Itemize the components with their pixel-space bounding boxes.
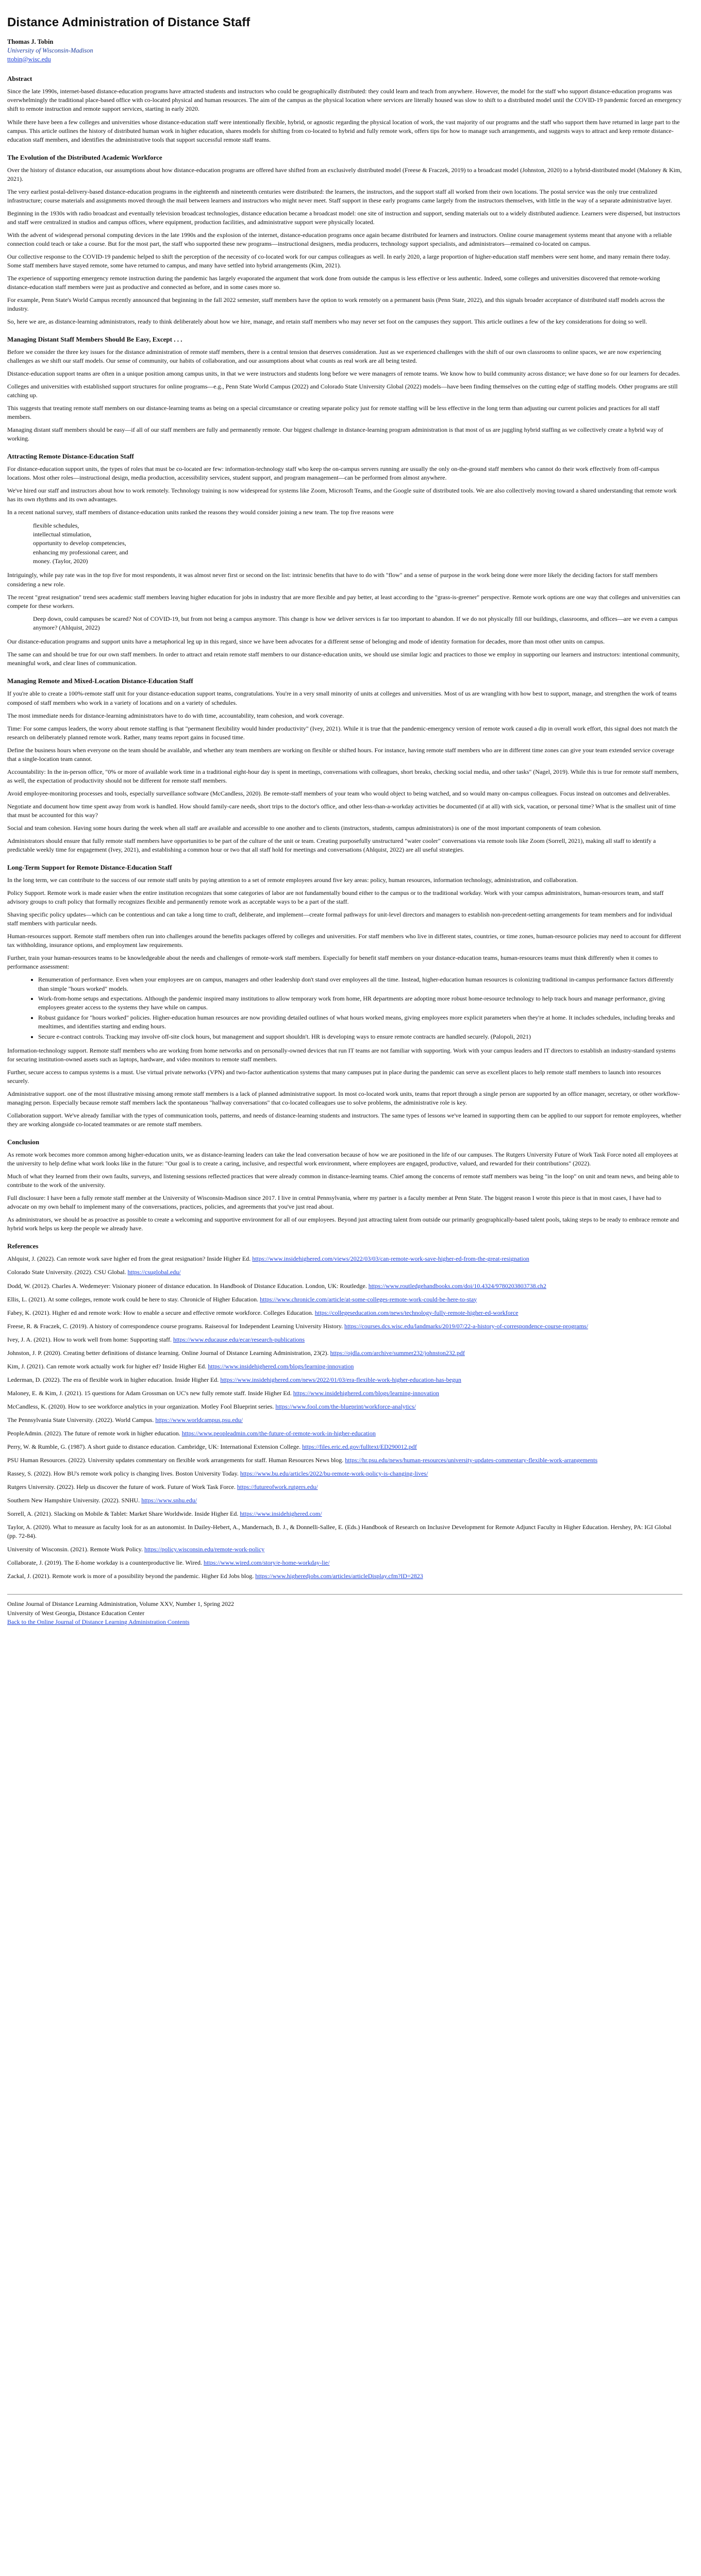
author-email-link[interactable]: ttobin@wisc.edu [7,55,51,63]
body-paragraph-collab: Collaboration support. We've already familiar with the types of communication tools, patterns, and needs of distance-learning students and instructors. The same types of lessons we've learned in supporting them can be applied to our support for remote employees, whether they are working alongside co-located teammates or are remote staff members. [7,1112,681,1128]
reference-item [7,1255,682,1263]
body-paragraph: As remote work becomes more common among higher-education units, we as distance-learning leaders can take the lead conversation because of how we are positioned in the life of our campuses. The Rutgers University Future of Work Task Force noted all employees at the university to help define what work looks like in the future: "Our goal is to create a caring, inclusive, and respectful work environment, where employees are engaged, productive, valued, and rewarded for their contributions" (2022). [7,1151,678,1167]
reference-text: PSU Human Resources. (2022). University updates commentary on flexible work arrangements for staff. Human Resources News blog. [7,1456,345,1464]
reference-text: Ahlquist, J. (2022). Can remote work save higher ed from the great resignation? Inside Higher Ed. [7,1255,253,1263]
body-paragraph: Managing distant staff members should be easy—if all of our staff members are fully and permanently remote. Our biggest challenge in distance-learning program administration is that most of us are juggling hybrid staffing as we collectively create a hybrid way of working. [7,426,663,443]
body-paragraph: So, here we are, as distance-learning administrators, ready to think deliberately about how we hire, manage, and retain staff members who may never set foot on the campuses they support. This article outlines a few of the key considerations for doing so well. [7,318,647,326]
reference-link[interactable]: https://www.educause.edu/ecar/research-publications [173,1335,305,1343]
body-paragraph: Define the business hours when everyone on the team should be available, and whether any team members are working on flexible or shifted hours. For instance, having remote staff members who are in different time zones can give your team extended service coverage that a single-location team cannot. [7,746,675,762]
body-paragraph: Much of what they learned from their own faults, surveys, and listening sessions reflected practices that were already common in distance-learning teams. Chief among the concerns of remote staff members was being "in the loop" on unit and team news, and being able to contribute to the work of the university. [7,1173,679,1189]
body-paragraph-time: Time: For some campus leaders, the worry about remote staffing is that "permanent flexibility would hinder productivity" (Ivey, 2021). While it is true that the pandemic-emergency version of remote work caused a dip in overall work effort, this signal does not match the research on deliberately planned remote work. Rather, many teams report gains in focused time. [7,724,678,741]
body-paragraph: Our collective response to the COVID-19 pandemic helped to shift the perception of the necessity of co-located work for our campus colleagues as well. In early 2020, a large proportion of higher-education staff members were sent home, and many remain there today. Some staff members have stayed remote, some have returned to campus, and many have settled into hybrid arrangements (Kim, 2021). [7,252,671,269]
page-title: Distance Administration of Distance Staff [7,15,251,29]
body-paragraph: Colleges and universities with established support structures for online programs—e.g., Penn State World Campus (2022) and Colorado State University Global (2022) models—have been finding themselves on the cutting edge of staffing models. Other programs are still catching up. [7,383,678,399]
reference-link[interactable]: https://www.insidehighered.com/ [240,1510,322,1518]
back-to-contents-link[interactable]: Back to the Online Journal of Distance Learning Administration Contents [7,1618,190,1626]
reference-item [7,1496,682,1505]
reference-item [7,1376,682,1384]
body-paragraph: Administrators should ensure that fully remote staff members have opportunities to be part of the culture of the unit or team. Creating purposefully unstructured "water cooler" conversations via remote tools like Zoom (Sorrell, 2021), making all staff to identify a predictable weekly time for engagement (Ivey, 2021), and establishing a common hour or two that all staff hold for meetings and conversations (Ahlquist, 2022) are all useful strategies. [7,837,656,853]
reference-link[interactable]: https://csuglobal.edu/ [127,1268,181,1276]
body-paragraph: The experience of supporting emergency remote instruction during the pandemic has largely evaporated the argument that work done from outside the campus is less effective or less authentic. Indeed, some colleges and universities discovered that remote-working distance-education staff members were just as productive and connected as before, and in some cases more so. [7,274,660,291]
journal-footer [7,1600,682,1626]
reference-item [7,1335,682,1344]
reference-item [7,1510,682,1518]
reference-item [7,1362,682,1371]
author-block [7,38,682,64]
reference-item [7,1545,682,1554]
author-name: Thomas J. Tobin [7,38,54,45]
reference-item [7,1429,682,1438]
body-paragraph: For example, Penn State's World Campus recently announced that beginning in the fall 2022 semester, staff members have the option to work remotely on a permanent basis (Penn State, 2022), and this signals broader acceptance of distributed staff models across the industry. [7,296,665,313]
list-item: flexible schedules, [33,521,79,529]
reference-item [7,1268,682,1277]
body-paragraph-policy: Policy Support. Remote work is made easier when the entire institution recognizes that some categories of labor are not fundamentally bound either to the campus or to the traditional workday. Work with your campus administrators, human-resources team, and staff advisory groups to craft policy that formally recognizes flexible and permanently remote work as acceptable ways to be a part of the staff. [7,889,664,905]
hr-bullet-list [38,975,682,1041]
body-paragraph: Shaving specific policy updates—which can be contentious and can take a long time to craft, deliberate, and implement—create formal pathways for unit-level directors and managers to establish non-precedent-setting arrangements for team members and for individual staff members with particular needs. [7,911,673,927]
reference-link[interactable]: https://www.chronicle.com/article/at-some-colleges-remote-work-could-be-here-to-stay [260,1295,477,1303]
reference-link[interactable]: https://courses.dcs.wisc.edu/landmarks/2019/07/22-a-history-of-correspondence-course-programs/ [344,1322,588,1330]
reference-item [7,1295,682,1304]
reference-text: Freese, R. & Fraczek, C. (2019). A history of correspondence course programs. Raiseoval for Independent Learning University History. [7,1322,345,1330]
reference-link[interactable]: https://www.fool.com/the-blueprint/workforce-analytics/ [275,1402,416,1410]
reference-link[interactable]: https://www.higheredjobs.com/articles/articleDisplay.cfm?ID=2823 [255,1572,423,1580]
reference-text: Sorrell, A. (2021). Slacking on Mobile & Tablet: Market Share Worldwide. Inside Higher Ed. [7,1510,240,1518]
reference-text: Maloney, E. & Kim, J. (2021). 15 questions for Adam Grossman on UC's new fully remote staff. Inside Higher Ed. [7,1389,293,1397]
body-paragraph: Intriguingly, while pay rate was in the top five for most respondents, it was almost never first or second on the list: intrinsic benefits that have to do with "flow" and a sense of purpose in the work being done were more likely the deciding factors for staff members considering a new role. [7,571,658,588]
reference-link[interactable]: https://www.peopleadmin.com/the-future-of-remote-work-in-higher-education [181,1429,376,1437]
body-paragraph: We've hired our staff and instructors about how to work remotely. Technology training is now widespread for systems like Zoom, Microsoft Teams, and the Google suite of distributed tools. We are also collectively moving toward a shared understanding that remote work has its own rhythms and its own advantages. [7,487,677,503]
list-item: • Work-from-home setups and expectations. Although the pandemic inspired many institutions to allow temporary work from home, HR departments are adopting more robust home-resource technology to help track hours and manage performance, giving employees greater access to the systems they have while on campus. [38,994,682,1012]
reference-text: Zackal, J. (2021). Remote work is more of a possibility beyond the pandemic. Higher Ed Jobs blog. [7,1572,256,1580]
body-paragraph: Negotiate and document how time spent away from work is handled. How should family-care needs, short trips to the doctor's office, and other less-than-a-workday activities be documented (if at all) with sick, vacation, or personal time? What is the smallest unit of time that must be accounted for this way? [7,802,676,819]
body-paragraph: Beginning in the 1930s with radio broadcast and eventually television broadcast technologies, distance education became a broadcast model: one site of instruction and support, sending materials out to a widely distributed audience. Learners were dispersed, but instructors and staff were centralized in studios and campus offices, where equipment, production facilities, and administrative support were physically located. [7,209,680,226]
reference-text: Dodd, W. (2012). Charles A. Wedemeyer: Visionary pioneer of distance education. In Handbook of Distance Education. London, UK: Routledge. [7,1282,369,1290]
reference-item [7,1282,682,1291]
body-paragraph: The same can and should be true for our own staff members. In order to attract and retain remote staff members to our distance-education units, we should use similar logic and practices to those we employ in supporting our learners and instructors: intentional community, meaningful work, and clear lines of communication. [7,651,680,667]
body-paragraph-hr: Human-resources support. Remote staff members often run into challenges around the benefits packages offered by colleges and universities. For staff members who live in different states, countries, or time zones, human-resource policies may need to account for different tax withholding, insurance options, and employment law requirements. [7,933,681,949]
list-item: • Secure e-contract controls. Tracking may involve off-site clock hours, but management and support shouldn't. HR is developing ways to ensure remote contracts are handled securely. (Palopoli, 2021) [38,1032,682,1041]
body-paragraph: This suggests that treating remote staff members on our distance-learning teams as being on a special circumstance or creating separate policy just for remote staffing will be less effective in the long term than adjusting our current policies and practices for all staff members. [7,404,660,421]
reference-link[interactable]: https://files.eric.ed.gov/fulltext/ED290012.pdf [302,1443,417,1450]
reference-text: Fabey, K. (2021). Higher ed and remote work: How to enable a secure and effective remote workforce. Colleges Education. [7,1309,315,1316]
body-paragraph-social: Social and team cohesion. Having some hours during the week when all staff are available and accessible to one another and to clients (instructors, students, campus administrators) is one of the most important components of team cohesion. [7,824,602,832]
reference-text: The Pennsylvania State University. (2022). World Campus. [7,1416,156,1423]
reference-item [7,1456,682,1465]
reference-item [7,1572,682,1581]
reference-link[interactable]: https://policy.wisconsin.edu/remote-work-policy [144,1546,265,1553]
reference-text: Colorado State University. (2022). CSU Global. [7,1268,128,1276]
body-paragraph: With the advent of widespread personal computing devices in the late 1990s and the explosion of the internet, distance-education programs once again became distributed for learners and instructors. Online course management systems meant that anyone with a reliable connection could teach or take a course. But for the most part, the staff who supported these new programs—instructional designers, media producers, technology support specialists, and administrators—remained co-located on campus. [7,231,672,247]
reference-text: McCandless, K. (2020). How to see workforce analytics in your organization. Motley Fool Blueprint series. [7,1402,276,1410]
publisher-line: University of West Georgia, Distance Education Center [7,1609,145,1617]
abstract-paragraph: While there have been a few colleges and universities whose distance-education staff were intentionally flexible, hybrid, or agnostic regarding the physical location of work, the vast majority of our programs and the staff who support them have returned in large part to the campus. This article outlines the history of distributed human work in higher education, shares models for shifting from co-located to hybrid and fully remote work, offers tips for how to manage such arrangements, and suggests ways to attract and keep remote distance-education staff members, and identifies the administrative tools that support successful remote staff teams. [7,118,680,143]
body-paragraph: In the long term, we can contribute to the success of our remote staff units by paying attention to a set of remote employees around five key areas: policy, human resources, information technology, administration, and collaboration. [7,876,578,884]
section-heading-long-term: Long-Term Support for Remote Distance-Education Staff [7,863,172,871]
reference-item [7,1389,682,1398]
body-paragraph: Over the history of distance education, our assumptions about how distance-education programs are offered have shifted from an exclusively distributed model (Freese & Fraczek, 2019) to a broadcast model (Johnston, 2020) to a hybrid-distributed model (Maloney & Kim, 2021). [7,166,682,182]
reference-link[interactable]: https://www.insidehighered.com/views/2022/03/03/can-remote-work-save-higher-ed-from-the-great-resignation [252,1255,529,1263]
block-quote: Deep down, could campuses be scared? Not of COVID-19, but from not being a campus anymore. This change is how we deliver services is far too important to abandon. If we do not physically fill our buildings, classrooms, and offices—are we even a campus anymore? (Ahlquist, 2022) [33,615,678,631]
reference-link[interactable]: https://www.insidehighered.com/blogs/learning-innovation [208,1362,354,1370]
footer-divider [7,1594,682,1595]
reference-text: University of Wisconsin. (2021). Remote Work Policy. [7,1546,144,1553]
reference-item [7,1523,682,1540]
reference-text: Southern New Hampshire University. (2022). SNHU. [7,1497,142,1504]
body-paragraph: The very earliest postal-delivery-based distance-education programs in the eighteenth and nineteenth centuries were distributed: the learners, the instructors, and the support staff all worked from their own locations. The postal service was the only true centralized infrastructure; course materials and assignments moved through the mail between learners and instructors who might never meet. Staff support in these early programs came largely from the instructors themselves, with little in the way of a separate administrative layer. [7,188,672,204]
reference-link[interactable]: https://hr.psu.edu/news/human-resources/university-updates-commentary-flexible-work-arrangements [345,1456,598,1464]
body-paragraph: Distance-education support teams are often in a unique position among campus units, in that we were instructors and students long before we were managers of remote teams. We know how to build community across distance; we have done so for our learners for decades. [7,370,680,378]
body-paragraph: Further, secure access to campus systems is a must. Use virtual private networks (VPN) and two-factor authentication systems that many campuses put in place during the pandemic can serve as excellent places to help remote staff members to launch into resources securely. [7,1069,661,1085]
reference-text: Rassey, S. (2022). How BU's remote work policy is changing lives. Boston University Today. [7,1469,240,1477]
section-heading-managing: Managing Distant Staff Members Should Be Easy, Except . . . [7,335,182,344]
section-heading-mixed-location: Managing Remote and Mixed-Location Distance-Education Staff [7,677,193,685]
journal-citation: Online Journal of Distance Learning Administration, Volume XXV, Number 1, Spring 2022 [7,1600,234,1608]
body-paragraph: Full disclosure: I have been a fully remote staff member at the University of Wisconsin-Madison since 2017. I live in central Pennsylvania, where my partner is a faculty member at Penn State. The biggest reason I wrote this piece is that in most cases, I have had to advocate on my own behalf to implement many of the conversations, practices, policies, and agreements that you've just read about. [7,1194,661,1211]
reference-link[interactable]: https://www.worldcampus.psu.edu/ [155,1416,243,1423]
list-item: • Robust guidance for "hours worked" policies. Higher-education human resources are now providing detailed outlines of what hours worked means, giving employees more explicit parameters when they're at home. It includes schedules, including breaks and mealtimes, and identifies starting and ending hours. [38,1013,682,1031]
reference-link[interactable]: https://ojdla.com/archive/summer232/johnston232.pdf [330,1349,465,1357]
reference-item [7,1443,682,1451]
list-item: money. (Taylor, 2020) [33,557,88,565]
reference-link[interactable]: https://collegeseducation.com/news/technology-fully-remote-higher-ed-workforce [314,1309,519,1316]
body-paragraph: The recent "great resignation" trend sees academic staff members leaving higher education for jobs in industry that are more flexible and pay better, at least according to the "grass-is-greener" perspective. Remote work options are one way that colleges and universities can compete for these workers. [7,593,680,609]
section-heading-evolution: The Evolution of the Distributed Academic Workforce [7,153,162,161]
body-paragraph: In a recent national survey, staff members of distance-education units ranked the reasons they would consider joining a new team. The top five reasons were [7,509,394,516]
reference-item [7,1416,682,1425]
reference-item [7,1402,682,1411]
reference-link[interactable]: https://www.insidehighered.com/blogs/learning-innovation [293,1389,439,1397]
reasons-list [33,521,682,566]
body-paragraph: For distance-education support units, the types of roles that must be co-located are few: information-technology staff who keep the on-campus servers running are usually the only on-the-ground staff members who cannot do their work effectively from off-campus locations. Most other roles—instructional design, media production, accessibility services, student support, and program management—can be performed from almost anywhere. [7,465,660,482]
reference-text: Ellis, L. (2021). At some colleges, remote work could be here to stay. Chronicle of Higher Education. [7,1295,260,1303]
reference-item [7,1558,682,1567]
reference-text: Lederman, D. (2022). The era of flexible work in higher education. Inside Higher Ed. [7,1376,221,1383]
reference-item [7,1322,682,1331]
body-paragraph: As administrators, we should be as proactive as possible to create a welcoming and supportive environment for all of our employees. Beyond just attracting talent from outside our primarily geographically-based talent pools, taking steps to be ready to embrace remote and hybrid work helps us keep the people we already have. [7,1216,679,1232]
reference-text: Rutgers University. (2022). Help us discover the future of work. Future of Work Task Force. [7,1483,237,1490]
reference-text: PeopleAdmin. (2022). The future of remote work in higher education. [7,1429,182,1437]
section-heading-conclusion: Conclusion [7,1138,40,1146]
reference-link[interactable]: https://www.wired.com/story/e-home-workday-lie/ [203,1559,330,1567]
body-paragraph-accountability: Accountability: In the in-person office, "0% or more of available work time in a traditional eight-hour day is spent in meetings, conversations with colleagues, short breaks, checking social media, and other tasks" (Nagel, 2019). While this is true for remote staff members, as well, the expectation of productivity should not be different for remote staff members. [7,768,679,784]
references-list [7,1255,682,1581]
reference-text: Perry, W. & Rumble, G. (1987). A short guide to distance education. Cambridge, UK: International Extension College. [7,1443,303,1450]
reference-link[interactable]: https://www.insidehighered.com/news/2022/01/03/era-flexible-work-higher-education-has-begun [220,1376,461,1383]
reference-text: Johnston, J. P. (2020). Creating better definitions of distance learning. Online Journal of Distance Learning Administration, 23(2). [7,1349,330,1357]
reference-link[interactable]: https://www.snhu.edu/ [141,1497,197,1504]
body-paragraph: Further, train your human-resources teams to be knowledgeable about the needs and challenges of remote-work staff members. Especially for benefit staff members on your distance-education teams, human-resources teams must think differently when it comes to performance assessment: [7,954,658,971]
body-paragraph: If you're able to create a 100%-remote staff unit for your distance-education support teams, congratulations. You're in a very small minority of units at colleges and universities. Most of us are wrangling with how best to support, manage, and strengthen the work of teams composed of staff members who work in a variety of locations and on a variety of schedules. [7,690,677,706]
list-item: • Renumeration of performance. Even when your employees are on campus, managers and other leadership don't stand over employees all the time. Instead, higher-education human resources is colonizing traditional in-campus performance factors differently than simple "hours worked" models. [38,975,682,993]
references-heading: References [7,1242,39,1250]
reference-link[interactable]: https://www.bu.edu/articles/2022/bu-remote-work-policy-is-changing-lives/ [240,1469,428,1477]
abstract-paragraph: Since the late 1990s, internet-based distance-education programs have attracted students and instructors who could be geographically distributed: they could learn and teach from anywhere. However, the model for the staff who support distance-education programs was overwhelmingly the traditional place-based office with co-located physical and human resources. The aim of the campus as the physical location where services are literally housed was slow to shift to a distributed model until the COVID-19 pandemic forced an emergency shift to remote instruction and remote support services, starting in early 2020. [7,88,682,113]
list-item: intellectual stimulation, [33,530,92,538]
body-paragraph-it: Information-technology support. Remote staff members who are working from home networks and on personally-owned devices that run IT teams are not familiar with supporting. Work with your campus leaders and IT directors to establish an industry-standard systems for securing institution-owned assets such as laptops, hardware, and video monitors to remote staff members. [7,1046,676,1063]
reference-link[interactable]: https://futureofwork.rutgers.edu/ [237,1483,318,1490]
reference-item [7,1309,682,1317]
body-paragraph: Before we consider the three key issues for the distance administration of remote staff members, there is a central tension that deserves consideration. Just as we experienced challenges with the shift of our own classrooms to online spaces, we are now experiencing challenges as we shift our staff models. Our sense of community, our habits of collaboration, and our assumptions about what counts as real work are all being tested. [7,348,661,365]
abstract-heading: Abstract [7,75,32,83]
reference-link[interactable]: https://www.routledgehandbooks.com/doi/10.4324/9780203803738.ch2 [368,1282,546,1290]
reference-text: Kim, J. (2021). Can remote work actually work for higher ed? Inside Higher Ed. [7,1362,208,1370]
body-paragraph: Our distance-education programs and support units have a metaphorical leg up in this regard, since we have been advocates for a different sense of belonging and mode of identity formation for decades, more than most other units on campus. [7,638,605,646]
reference-item [7,1469,682,1478]
reference-item [7,1349,682,1358]
author-affiliation: University of Wisconsin-Madison [7,46,93,54]
list-item: enhancing my professional career, and [33,548,128,556]
reference-item [7,1483,682,1492]
body-paragraph: The most immediate needs for distance-learning administrators have to do with time, accountability, team cohesion, and work coverage. [7,711,344,719]
body-paragraph: Avoid employee-monitoring processes and tools, especially surveillance software (McCandless, 2020). Be remote-staff members of your team who would object to being watched, and so would many on-campus colleagues. Focus instead on outcomes and deliverables. [7,789,671,797]
body-paragraph-admin: Administrative support. one of the most illustrative missing among remote staff members is a lack of planned administrative support. In most co-located work units, teams that report through a single person are supported by an office manager, secretary, or other workflow-managing person. Especially because remote staff members lack the spontaneous "hallway conversations" that co-located colleagues use to solve problems, the administrative role is key. [7,1090,680,1107]
section-heading-attracting: Attracting Remote Distance-Education Staff [7,452,134,461]
reference-text: Ivey, J. A. (2021). How to work well from home: Supporting staff. [7,1335,173,1343]
reference-text: Taylor, A. (2020). What to measure as faculty look for as an autonomist. In Dailey-Hebert, A., Mandernach, B. J., & Donnelli-Sallee, E. (Eds.) Handbook of Research on Inclusive Development for Remote Adjunct Faculty in Higher Education. Hershey, PA: IGI Global (pp. 72-84). [7,1523,672,1540]
list-item: opportunity to develop competencies, [33,539,126,547]
reference-text: Collaborate, J. (2019). The E-home workday is a counterproductive lie. Wired. [7,1559,204,1567]
